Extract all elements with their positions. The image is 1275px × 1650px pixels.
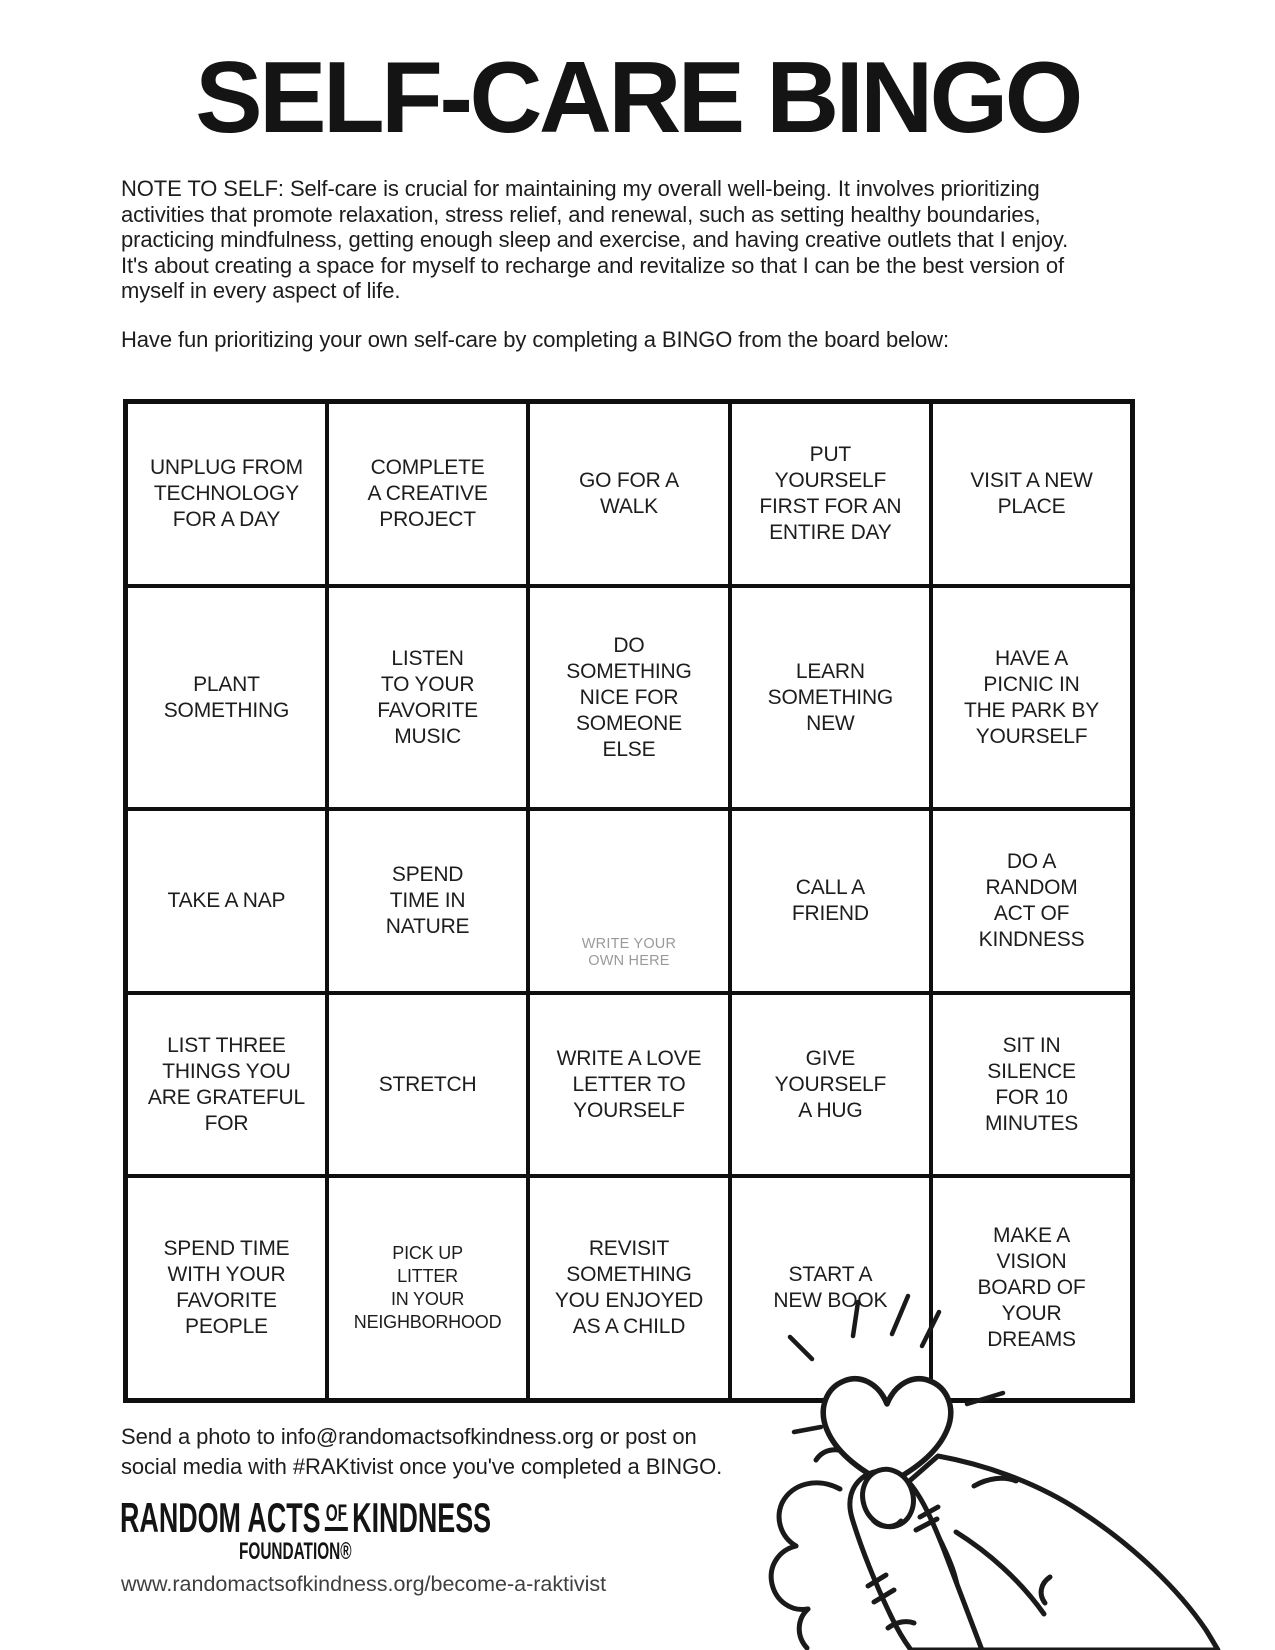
logo-part2: KINDNESS	[352, 1494, 492, 1541]
rak-foundation-logo	[120, 1496, 700, 1566]
website-url: www.randomactsofkindness.org/become-a-raktivist	[121, 1572, 607, 1596]
bingo-cell	[931, 402, 1132, 586]
bingo-cell	[327, 809, 528, 993]
note-to-self-paragraph: NOTE TO SELF: Self-care is crucial for maintaining my overall well-being. It involves prioritizing activities that promote relaxation, stress relief, and renewal, such as setting healthy boundaries, practicing mindfulness, getting enough sleep and exercise, and having creative outlets that I enjoy. It's about creating a space for myself to recharge and revitalize so that I can be the best version of myself in every aspect of life.	[121, 176, 1069, 304]
page-title: SELF-CARE BINGO	[195, 42, 1080, 154]
bingo-cell-text: SIT IN SILENCE FOR 10 MINUTES	[984, 1033, 1079, 1135]
bingo-cell	[126, 993, 327, 1177]
bingo-cell-text: CALL A FRIEND	[791, 875, 869, 925]
bingo-cell	[528, 993, 729, 1177]
bingo-cell-text: UNPLUG FROM TECHNOLOGY FOR A DAY	[149, 455, 303, 531]
bingo-cell	[126, 809, 327, 993]
bingo-cell	[327, 586, 528, 809]
bingo-cell	[126, 402, 327, 586]
bingo-cell-text: LEARN SOMETHING NEW	[767, 659, 894, 735]
bingo-cell-text: LIST THREE THINGS YOU ARE GRATEFUL FOR	[147, 1033, 305, 1135]
hand-holding-heart-illustration	[720, 1280, 1275, 1650]
bingo-cell-text: GIVE YOURSELF A HUG	[774, 1046, 887, 1122]
bingo-cell-text: VISIT A NEW PLACE	[970, 468, 1093, 518]
bingo-cell	[931, 586, 1132, 809]
logo-wordmark	[120, 1496, 491, 1540]
bingo-cell-text: PLANT SOMETHING	[163, 672, 290, 722]
instruction-line: Have fun prioritizing your own self-care by completing a BINGO from the board below:	[121, 327, 949, 352]
bingo-cell-text: COMPLETE A CREATIVE PROJECT	[367, 455, 488, 531]
bingo-cell	[730, 993, 931, 1177]
bingo-cell-text: HAVE A PICNIC IN THE PARK BY YOURSELF	[963, 646, 1100, 748]
bingo-cell-text: PUT YOURSELF FIRST FOR AN ENTIRE DAY	[759, 442, 902, 544]
bingo-cell-text: WRITE A LOVE LETTER TO YOURSELF	[556, 1046, 702, 1122]
bingo-cell-text: STRETCH	[378, 1072, 477, 1096]
bingo-cell	[126, 586, 327, 809]
bingo-cell-text: PICK UP LITTER IN YOUR NEIGHBORHOOD	[353, 1243, 502, 1333]
share-instructions: Send a photo to info@randomactsofkindness.org or post on social media with #RAKtivist once you've completed a BINGO.	[121, 1424, 723, 1479]
bingo-cell-text: REVISIT SOMETHING YOU ENJOYED AS A CHILD	[554, 1237, 704, 1339]
bingo-cell-text: MAKE A VISION BOARD OF YOUR DREAMS	[977, 1224, 1086, 1352]
logo-of: OF	[325, 1500, 348, 1531]
bingo-cell	[327, 402, 528, 586]
logo-part1: RANDOM ACTS	[120, 1494, 321, 1541]
bingo-cell	[528, 402, 729, 586]
bingo-cell-text: SPEND TIME WITH YOUR FAVORITE PEOPLE	[163, 1237, 290, 1339]
bingo-cell	[126, 1176, 327, 1400]
bingo-cell-text: DO A RANDOM ACT OF KINDNESS	[978, 849, 1085, 951]
bingo-cell	[327, 993, 528, 1177]
bingo-cell-text: DO SOMETHING NICE FOR SOMEONE ELSE	[566, 633, 692, 761]
bingo-cell-text: TAKE A NAP	[167, 888, 286, 912]
bingo-cell	[528, 586, 729, 809]
bingo-cell	[730, 809, 931, 993]
bingo-cell	[327, 1176, 528, 1400]
bingo-cell-text: GO FOR A WALK	[579, 468, 679, 518]
bingo-cell	[730, 586, 931, 809]
bingo-cell-text: SPEND TIME IN NATURE	[385, 862, 470, 938]
bingo-cell-text: LISTEN TO YOUR FAVORITE MUSIC	[377, 646, 478, 748]
bingo-cell	[931, 993, 1132, 1177]
bingo-cell	[528, 809, 729, 993]
bingo-cell	[931, 809, 1132, 993]
bingo-cell-text: START A NEW BOOK	[773, 1263, 888, 1313]
bingo-cell	[730, 402, 931, 586]
logo-foundation-line: FOUNDATION®	[239, 1538, 352, 1566]
write-your-own-placeholder: WRITE YOUR OWN HERE	[581, 935, 677, 970]
bingo-grid	[123, 399, 1135, 1403]
bingo-cell	[528, 1176, 729, 1400]
